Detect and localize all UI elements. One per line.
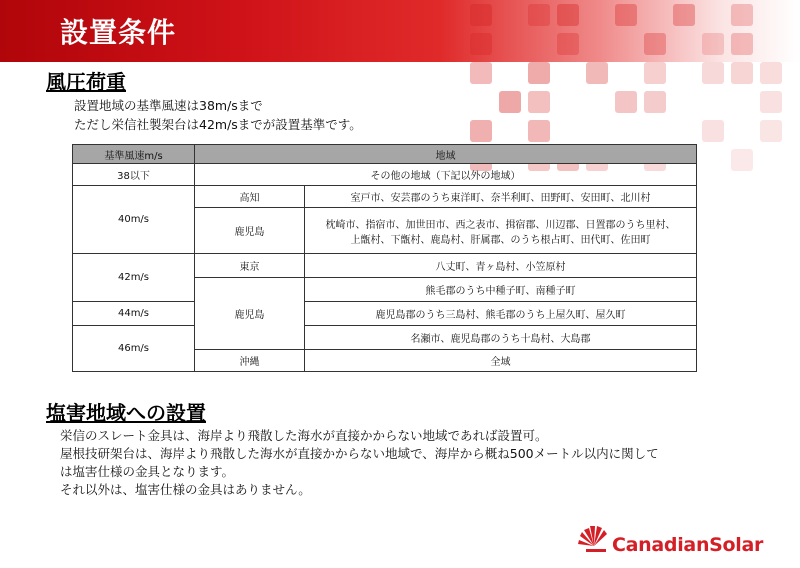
mosaic-square xyxy=(586,62,608,84)
region-line: 上甑村、下甑村、鹿島村、肝属郡、のうち根占町、田代町、佐田町 xyxy=(350,234,651,246)
table-header-row xyxy=(73,145,697,164)
mosaic-square xyxy=(760,120,782,142)
salt-line: それ以外は、塩害仕様の金具はありません。 xyxy=(60,482,311,497)
sun-icon xyxy=(576,520,612,560)
mosaic-square xyxy=(615,91,637,113)
header-speed: 基準風速m/s xyxy=(73,145,195,164)
mosaic-square xyxy=(528,91,550,113)
logo-text: CanadianSolar xyxy=(612,534,764,556)
intro-line: ただし栄信社製架台は42m/sまでが設置基準です。 xyxy=(74,117,362,132)
region-cell: 名瀬市、鹿児島郡のうち十島村、大島郡 xyxy=(305,326,697,350)
prefecture-cell: 鹿児島 xyxy=(195,278,305,350)
mosaic-square xyxy=(644,91,666,113)
mosaic-square xyxy=(528,62,550,84)
mosaic-square xyxy=(702,120,724,142)
region-cell xyxy=(305,208,697,254)
mosaic-square xyxy=(470,120,492,142)
mosaic-square xyxy=(760,62,782,84)
table-row xyxy=(73,254,697,278)
prefecture-cell: 高知 xyxy=(195,186,305,208)
mosaic-square xyxy=(644,62,666,84)
table-row xyxy=(73,164,697,186)
prefecture-cell: 東京 xyxy=(195,254,305,278)
region-cell: その他の地域（下記以外の地域） xyxy=(195,164,697,186)
mosaic-square xyxy=(731,62,753,84)
salt-line: 栄信のスレート金具は、海岸より飛散した海水が直接かからない地域であれば設置可。 xyxy=(60,428,548,443)
region-cell: 全域 xyxy=(305,350,697,372)
canadian-solar-logo xyxy=(576,520,776,560)
region-cell: 鹿児島郡のうち三島村、熊毛郡のうち上屋久町、屋久町 xyxy=(305,302,697,326)
salt-line: 屋根技研架台は、海岸より飛散した海水が直接かからない地域で、海岸から概ね500メートル以内に関して xyxy=(60,446,659,461)
region-cell: 熊毛郡のうち中種子町、南種子町 xyxy=(305,278,697,302)
mosaic-square xyxy=(702,62,724,84)
table-row xyxy=(73,186,697,208)
region-line: 枕崎市、指宿市、加世田市、西之表市、揖宿郡、川辺郡、日置郡のうち里村、 xyxy=(325,219,676,231)
salt-line: は塩害仕様の金具となります。 xyxy=(60,464,235,479)
prefecture-cell: 沖縄 xyxy=(195,350,305,372)
wind-load-heading: 風圧荷重 xyxy=(46,70,126,94)
table-row xyxy=(73,326,697,350)
mosaic-square xyxy=(470,62,492,84)
table-row xyxy=(73,302,697,326)
mosaic-square xyxy=(731,149,753,171)
salt-damage-heading: 塩害地域への設置 xyxy=(46,401,206,425)
speed-cell: 42m/s xyxy=(73,254,195,302)
intro-line: 設置地域の基準風速は38m/sまで xyxy=(74,98,263,113)
speed-cell: 44m/s xyxy=(73,302,195,326)
prefecture-cell: 鹿児島 xyxy=(195,208,305,254)
page-title: 設置条件 xyxy=(60,16,177,49)
salt-damage-text xyxy=(60,427,659,499)
header-region: 地域 xyxy=(195,145,697,164)
speed-cell: 40m/s xyxy=(73,186,195,254)
mosaic-square xyxy=(760,91,782,113)
speed-cell: 38以下 xyxy=(73,164,195,186)
mosaic-square xyxy=(499,91,521,113)
wind-speed-table xyxy=(72,144,697,372)
mosaic-square xyxy=(528,120,550,142)
region-cell: 室戸市、安芸郡のうち東洋町、奈半利町、田野町、安田町、北川村 xyxy=(305,186,697,208)
speed-cell: 46m/s xyxy=(73,326,195,372)
region-cell: 八丈町、青ヶ島村、小笠原村 xyxy=(305,254,697,278)
wind-intro xyxy=(74,96,362,134)
